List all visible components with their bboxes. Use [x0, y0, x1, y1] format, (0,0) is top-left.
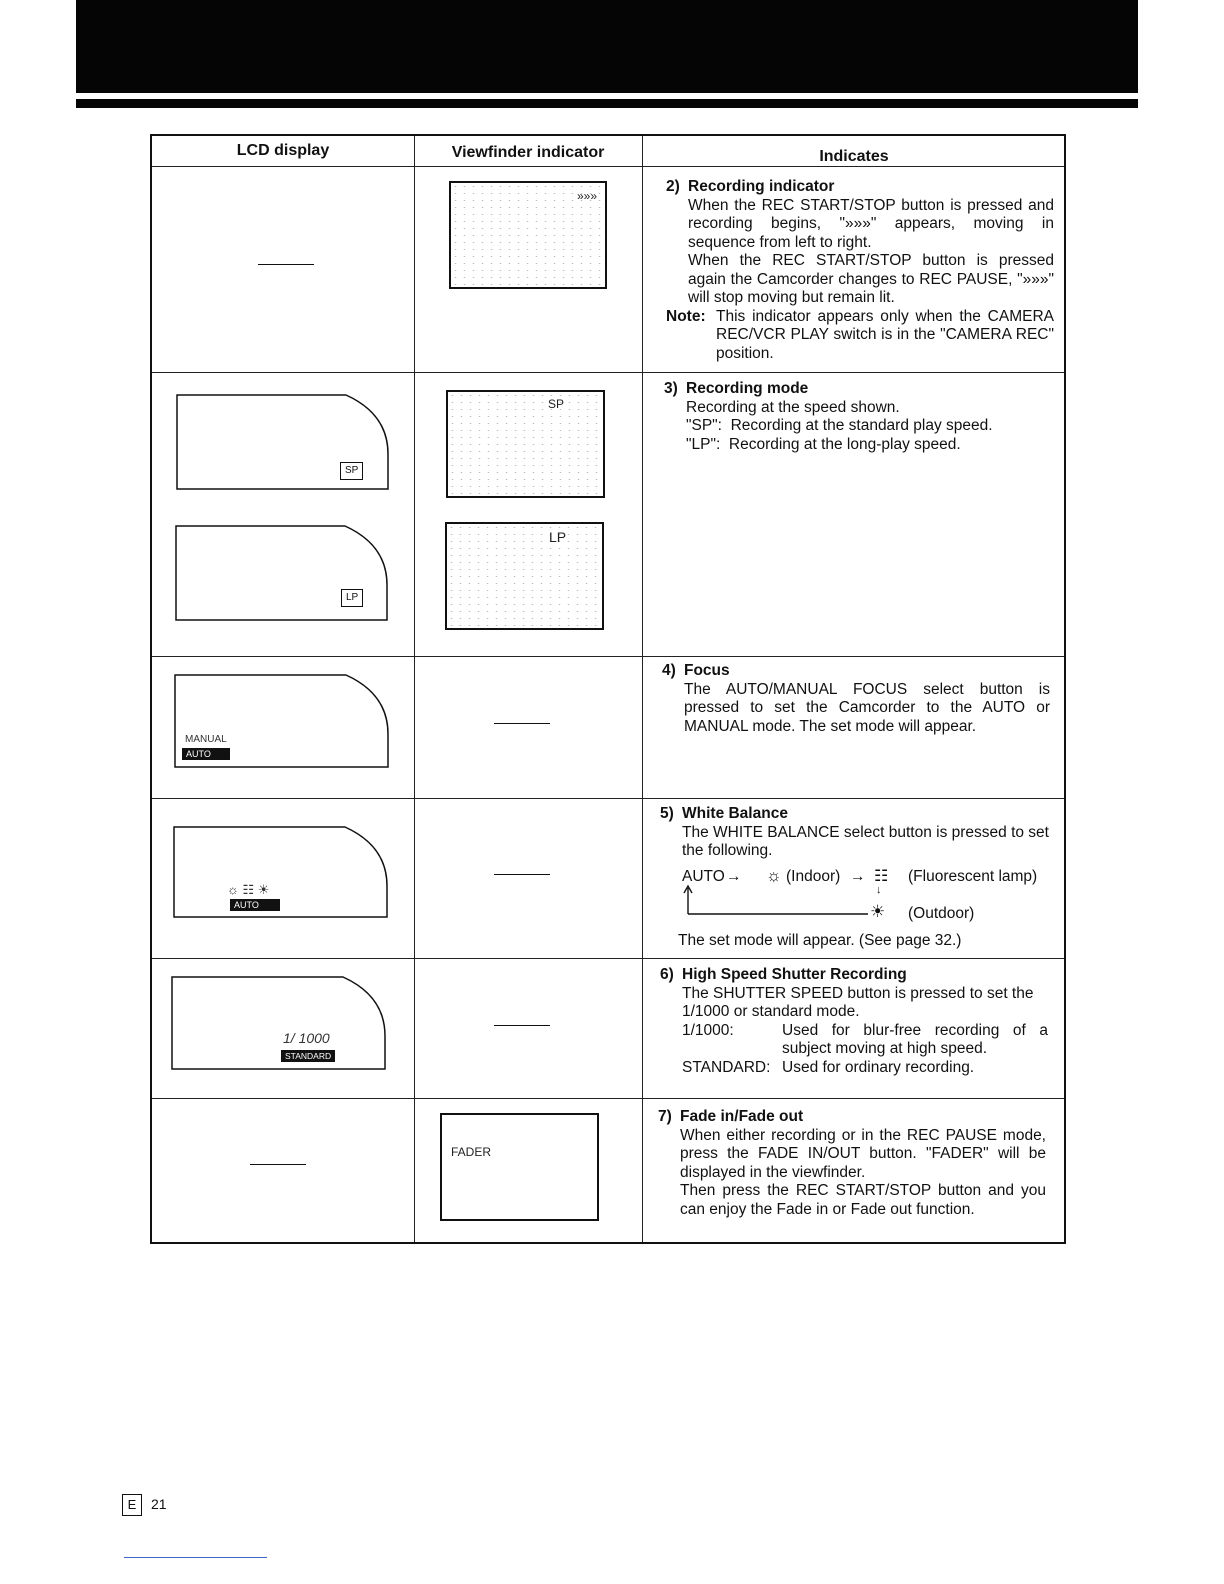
lcd-lp-indicator: LP: [341, 589, 363, 607]
header-viewfinder-indicator: Viewfinder indicator: [451, 144, 605, 161]
recording-indicator-icon: »»»: [576, 189, 597, 203]
item-title: White Balance: [682, 805, 788, 822]
viewfinder-fader: [440, 1113, 599, 1221]
lcd-auto-badge: AUTO: [230, 899, 280, 911]
option-text: Used for ordinary recording.: [782, 1058, 975, 1076]
down-arrow-icon: ↓: [876, 884, 882, 896]
description-high-speed-shutter: [660, 966, 1048, 1077]
fluorescent-icon: ☷: [874, 868, 889, 885]
item-body: Then press the REC START/STOP button and you can enjoy the Fade in or Fade out function.: [680, 1182, 1046, 1218]
no-viewfinder-dash: [494, 1025, 550, 1026]
sequence-indoor: (Indoor): [786, 868, 841, 885]
sequence-auto: AUTO: [682, 868, 725, 885]
outdoor-icon: ☀: [870, 902, 886, 921]
sequence-outdoor: (Outdoor): [908, 905, 975, 922]
row-divider: [152, 798, 1064, 799]
sequence-fluorescent: (Fluorescent lamp): [908, 868, 1038, 885]
item-number: 2): [666, 178, 680, 195]
no-viewfinder-dash: [494, 874, 550, 875]
header-indicates: Indicates: [819, 148, 889, 165]
item-body: Recording at the speed shown.: [686, 398, 900, 416]
page-number: 21: [151, 1496, 167, 1512]
item-note: [666, 308, 1054, 364]
item-number: 6): [660, 966, 674, 983]
lcd-white-balance-icons: ☼ ☷ ☀: [227, 882, 270, 897]
lcd-display-shutter: [171, 976, 387, 1070]
item-body: When the REC START/STOP button is pressed again the Camcorder changes to REC PAUSE, "»»»" will stop moving but remain lit.: [688, 252, 1054, 306]
lcd-display-white-balance: [173, 826, 389, 918]
item-body: The AUTO/MANUAL FOCUS select button is pressed to set the Camcorder to the AUTO or MANUAL mode. The set mode will appear.: [684, 680, 1050, 735]
footer-rule: [124, 1557, 267, 1558]
item-body: When the REC START/STOP button is pressed and recording begins, "»»»" appears, moving in sequence from left to right.: [688, 196, 1054, 251]
item-body: When either recording or in the REC PAUSE mode, press the FADE IN/OUT button. "FADER" will be displayed in the viewfinder.: [680, 1126, 1046, 1181]
item-number: 7): [658, 1108, 672, 1125]
item-line-lp: "LP": Recording at the long-play speed.: [686, 435, 961, 453]
viewfinder-fader-text: FADER: [451, 1145, 492, 1159]
viewfinder-sp-text: SP: [548, 397, 565, 411]
option-1-1000: [660, 1022, 1048, 1059]
description-recording-mode: [664, 380, 1052, 454]
lcd-auto-badge: AUTO: [182, 748, 230, 760]
option-text: Used for blur-free recording of a subject moving at high speed.: [782, 1021, 1048, 1057]
row-divider: [152, 958, 1064, 959]
column-divider: [642, 136, 643, 1242]
header-rule: [76, 99, 1138, 108]
option-standard: [660, 1059, 1048, 1078]
viewfinder-lp-text: LP: [549, 529, 567, 545]
sequence-arrow: →: [726, 868, 742, 885]
item-title: Recording mode: [686, 380, 809, 397]
note-text: This indicator appears only when the CAMERA REC/VCR PLAY switch is in the "CAMERA REC" position.: [716, 307, 1054, 362]
viewfinder-lp: [445, 522, 604, 630]
row-divider: [152, 1098, 1064, 1099]
language-badge: E: [122, 1494, 142, 1516]
row-divider: [152, 372, 1064, 373]
item-title: High Speed Shutter Recording: [682, 966, 907, 983]
item-line-sp: "SP": Recording at the standard play speed.: [686, 417, 993, 434]
header-lcd-display: LCD display: [236, 142, 330, 159]
lcd-manual-label: MANUAL: [185, 734, 227, 745]
no-lcd-display-dash: [250, 1164, 306, 1165]
header-bar: [76, 0, 1138, 93]
viewfinder-sp: [446, 390, 605, 498]
item-body: The SHUTTER SPEED button is pressed to set the 1/1000 or standard mode.: [682, 984, 1034, 1020]
return-arrow-icon: [682, 884, 872, 918]
lcd-sp-indicator: SP: [340, 462, 363, 480]
lcd-display-lp: [175, 525, 389, 621]
sequence-arrow: →: [850, 868, 866, 885]
description-recording-indicator: [666, 178, 1054, 363]
lcd-standard-badge: STANDARD: [281, 1050, 335, 1062]
white-balance-sequence: [682, 866, 1054, 932]
no-viewfinder-dash: [494, 723, 550, 724]
viewfinder-recording-indicator: [449, 181, 607, 289]
option-label: 1/1000:: [682, 1021, 734, 1039]
lcd-display-focus: [174, 674, 390, 768]
indoor-icon: ☼: [766, 866, 782, 885]
row-divider: [152, 166, 1064, 167]
item-title: Focus: [684, 662, 730, 679]
description-fade: [658, 1108, 1046, 1219]
item-body: The WHITE BALANCE select button is pressed to set the following.: [682, 823, 1049, 859]
description-white-balance: [660, 805, 1050, 861]
no-lcd-display-dash: [258, 264, 314, 265]
item-title: Fade in/Fade out: [680, 1108, 804, 1125]
description-focus: [662, 662, 1050, 736]
item-number: 4): [662, 662, 676, 679]
item-number: 3): [664, 380, 678, 397]
column-divider: [414, 136, 415, 1242]
note-label: Note:: [666, 307, 706, 325]
lcd-display-sp: [176, 394, 390, 490]
row-divider: [152, 656, 1064, 657]
item-number: 5): [660, 805, 674, 822]
item-title: Recording indicator: [688, 178, 835, 195]
lcd-shutter-speed: 1/ 1000: [283, 1030, 330, 1046]
white-balance-note: The set mode will appear. (See page 32.): [678, 932, 962, 949]
option-label: STANDARD:: [682, 1058, 771, 1076]
